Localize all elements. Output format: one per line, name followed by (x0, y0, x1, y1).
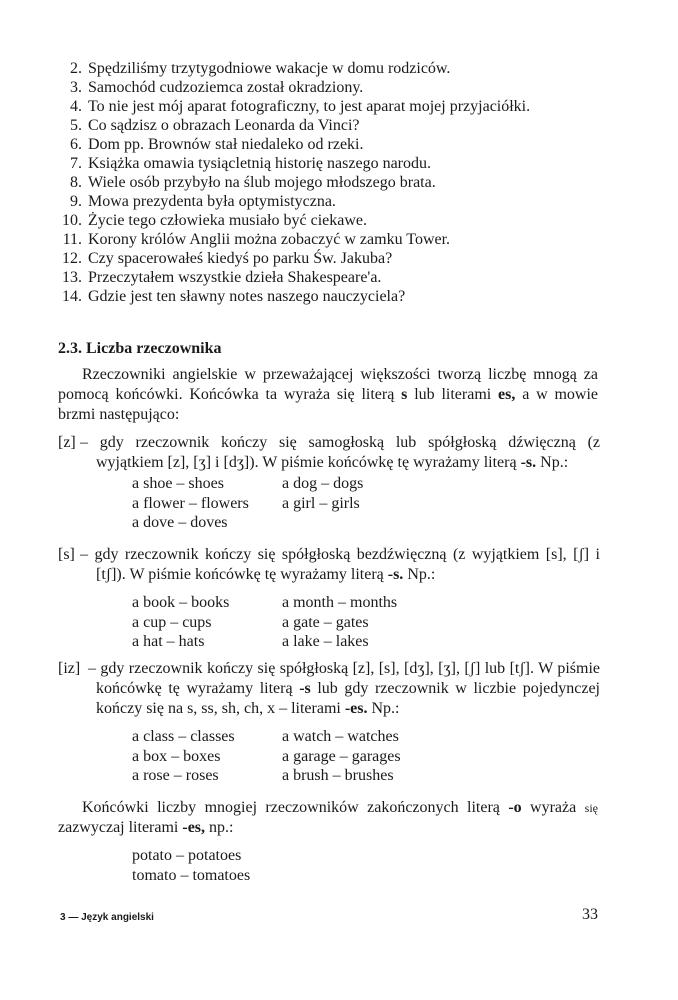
example-pair: a garage – garages (282, 747, 401, 765)
list-number: 7. (70, 155, 82, 172)
numbered-sentence-list (58, 59, 618, 306)
example-pair: a class – classes (132, 728, 235, 745)
list-number: 9. (70, 193, 82, 210)
list-number: 14. (62, 288, 82, 305)
examples-s (132, 593, 446, 652)
intro-text-a: Rzeczowniki angielskie w przeważającej większości tworzą liczbę mnogą za pomocą końcówki. Końcówka ta wyraża się literą (58, 366, 598, 403)
example-row (132, 513, 446, 533)
rule-s (58, 545, 600, 585)
example-row (132, 632, 446, 652)
example-pair: a shoe – shoes (132, 475, 224, 492)
closing-o: -o (508, 799, 522, 816)
rule-z (58, 433, 600, 473)
list-item (58, 78, 618, 97)
closing-example: potato – potatoes (132, 847, 242, 864)
list-number: 5. (70, 117, 82, 134)
list-text: Książka omawia tysiącletnią historię naszego narodu. (88, 155, 431, 172)
list-text: Gdzie jest ten sławny notes naszego nauczyciela? (88, 288, 406, 305)
list-text: Spędziliśmy trzytygodniowe wakacje w domu rodziców. (88, 60, 451, 77)
example-pair: a cup – cups (132, 613, 212, 631)
rule-text-end: Np.: (367, 700, 400, 717)
list-text: Wiele osób przybyło na ślub mojego młodszego brata. (88, 174, 436, 191)
example-pair: a hat – hats (132, 633, 205, 650)
list-text: Korony królów Anglii można zobaczyć w zamku Tower. (88, 231, 451, 248)
list-number: 4. (70, 98, 82, 115)
example-pair: a gate – gates (282, 613, 369, 631)
list-item (58, 230, 618, 249)
example-pair: a girl – girls (282, 494, 360, 512)
example-pair: a month – months (282, 594, 398, 611)
rule-suffix: -s. (387, 566, 404, 583)
list-number: 11. (62, 231, 82, 248)
list-text: Dom pp. Brownów stał niedaleko od rzeki. (88, 136, 364, 153)
closing-text-a: Końcówki liczby mnogiej rzeczowników zakończonych literą (82, 799, 509, 816)
rule-iz (58, 659, 600, 719)
list-item (58, 268, 618, 287)
example-row (132, 474, 446, 494)
list-text: Samochód cudzoziemca został okradziony. (88, 79, 364, 96)
example-row (132, 727, 446, 747)
intro-es: es, (498, 386, 516, 403)
list-text: To nie jest mój aparat fotograficzny, to jest aparat mojej przyjaciółki. (88, 98, 531, 115)
page-number: 33 (582, 906, 598, 923)
list-text: Życie tego człowieka musiało być ciekawe. (88, 212, 367, 229)
list-number: 6. (70, 136, 82, 153)
list-item (58, 173, 618, 192)
closing-paragraph (58, 798, 598, 838)
example-pair: a lake – lakes (282, 633, 369, 650)
example-pair: a rose – roses (132, 767, 219, 784)
rule-text-mid: lub gdy rzeczownik w liczbie pojedynczej kończy się na s, ss, sh, ch, x – literami (96, 680, 600, 717)
closing-examples (132, 846, 250, 885)
rule-suffix: -s (299, 680, 311, 697)
list-item (58, 97, 618, 116)
rule-text: – gdy rzeczownik kończy się spółgłoską bezdźwięczną (z wyjątkiem [s], [ʃ] i [tʃ]). W piśmie końcówkę tę wyrażamy literą (80, 546, 600, 583)
rule-text-end: Np.: (536, 454, 569, 471)
example-pair: a watch – watches (282, 728, 399, 745)
section-title: 2.3. Liczba rzeczownika (58, 340, 222, 357)
intro-paragraph (58, 365, 598, 425)
list-item (58, 154, 618, 173)
example-row (132, 494, 446, 514)
closing-example: tomato – tomatoes (132, 866, 251, 884)
list-number: 3. (70, 79, 82, 96)
example-pair: a brush – brushes (282, 767, 394, 784)
example-row (132, 593, 446, 613)
rule-suffix-es: -es. (344, 700, 368, 717)
example-row (132, 747, 446, 767)
list-number: 8. (70, 174, 82, 191)
example-row (132, 766, 446, 786)
list-item (58, 211, 618, 230)
closing-text-d: np.: (205, 819, 234, 836)
list-text: Czy spacerowałeś kiedyś po parku Św. Jakuba? (88, 250, 393, 267)
example-pair: a dog – dogs (282, 475, 364, 492)
list-item (58, 192, 618, 211)
example-pair: a flower – flowers (132, 494, 249, 512)
closing-es: -es, (182, 819, 206, 836)
rule-text: – gdy rzeczownik kończy się spółgłoską [z], [s], [dʒ], [ʒ], [ʃ] lub [tʃ]. W piśmie końcówkę tę wyrażamy literą (88, 660, 600, 697)
list-text: Przeczytałem wszystkie dzieła Shakespeare'a. (88, 269, 382, 286)
list-number: 10. (62, 212, 82, 229)
rule-text-end: Np.: (403, 566, 436, 583)
closing-text-b: wyraża (521, 799, 585, 816)
rule-marker: [z] (58, 434, 76, 451)
list-text: Mowa prezydenta była optymistyczna. (88, 193, 336, 210)
list-item (58, 116, 618, 135)
intro-s: s (401, 386, 408, 403)
list-number: 2. (70, 60, 82, 77)
rule-marker: [s] (58, 546, 75, 563)
rule-text: – gdy rzeczownik kończy się samogłoską lub spółgłoską dźwięczną (z wyjątkiem [z], [ʒ] i [dʒ]). W piśmie końcówkę tę wyrażamy literą (80, 434, 600, 471)
rule-marker: [iz] (58, 660, 81, 677)
list-number: 13. (62, 269, 82, 286)
intro-text-c: a w mowie brzmi następująco: (58, 386, 599, 423)
list-item (58, 135, 618, 154)
rule-suffix: -s. (520, 454, 537, 471)
example-pair: a box – boxes (132, 747, 221, 765)
example-pair: a dove – doves (132, 514, 228, 531)
intro-text-b: lub literami (407, 386, 499, 403)
example-pair: a book – books (132, 594, 230, 611)
examples-z (132, 474, 446, 533)
closing-text-c: zazwyczaj literami (58, 819, 183, 836)
list-number: 12. (62, 250, 82, 267)
list-item (58, 249, 618, 268)
list-item (58, 59, 618, 78)
examples-iz (132, 727, 446, 786)
list-item (58, 287, 618, 306)
closing-sie: się (584, 801, 598, 815)
example-pair (282, 513, 446, 533)
list-text: Co sądzisz o obrazach Leonarda da Vinci? (88, 117, 360, 134)
example-row (132, 613, 446, 633)
footer-book-title: 3 — Język angielski (60, 912, 154, 923)
